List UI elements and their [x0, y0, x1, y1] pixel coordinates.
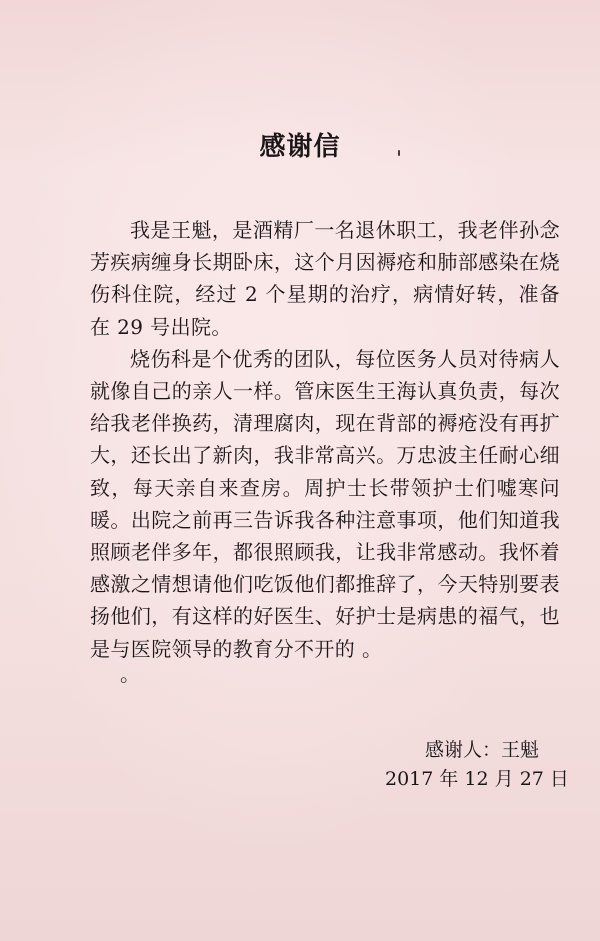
paragraph-2: 烧伤科是个优秀的团队，每位医务人员对待病人就像自己的亲人一样。管床医生王海认真负责，每次给我老伴换药，清理腐肉，现在背部的褥疮没有再扩大，还长出了新肉，我非常高兴。万忠波主任耐心细致，每天亲自来查房。周护士长带领护士们嘘寒问暖。出院之前再三告诉我各种注意事项，他们知道我照顾老伴多年，都很照顾我，让我非常感动。我怀着感激之情想请他们吃饭他们都推辞了，今天特别要表扬他们，有这样的好医生、好护士是病患的福气，也是与医院领导的教育分不开的 。	[90, 346, 560, 661]
date-line: 2017 年 12 月 27 日	[385, 768, 569, 790]
letter-title: 感谢信	[259, 132, 341, 162]
pen-mark	[398, 150, 400, 156]
paragraph-1: 我是王魁，是酒精厂一名退休职工，我老伴孙念芳疾病缠身长期卧床，这个月因褥疮和肺部感染在烧伤科住院，经过 2 个星期的治疗，病情好转，准备在 29 号出院。	[90, 218, 560, 339]
stray-period: 。	[120, 662, 140, 686]
letter-body	[90, 214, 560, 665]
signature-line: 感谢人：王魁	[425, 739, 540, 761]
